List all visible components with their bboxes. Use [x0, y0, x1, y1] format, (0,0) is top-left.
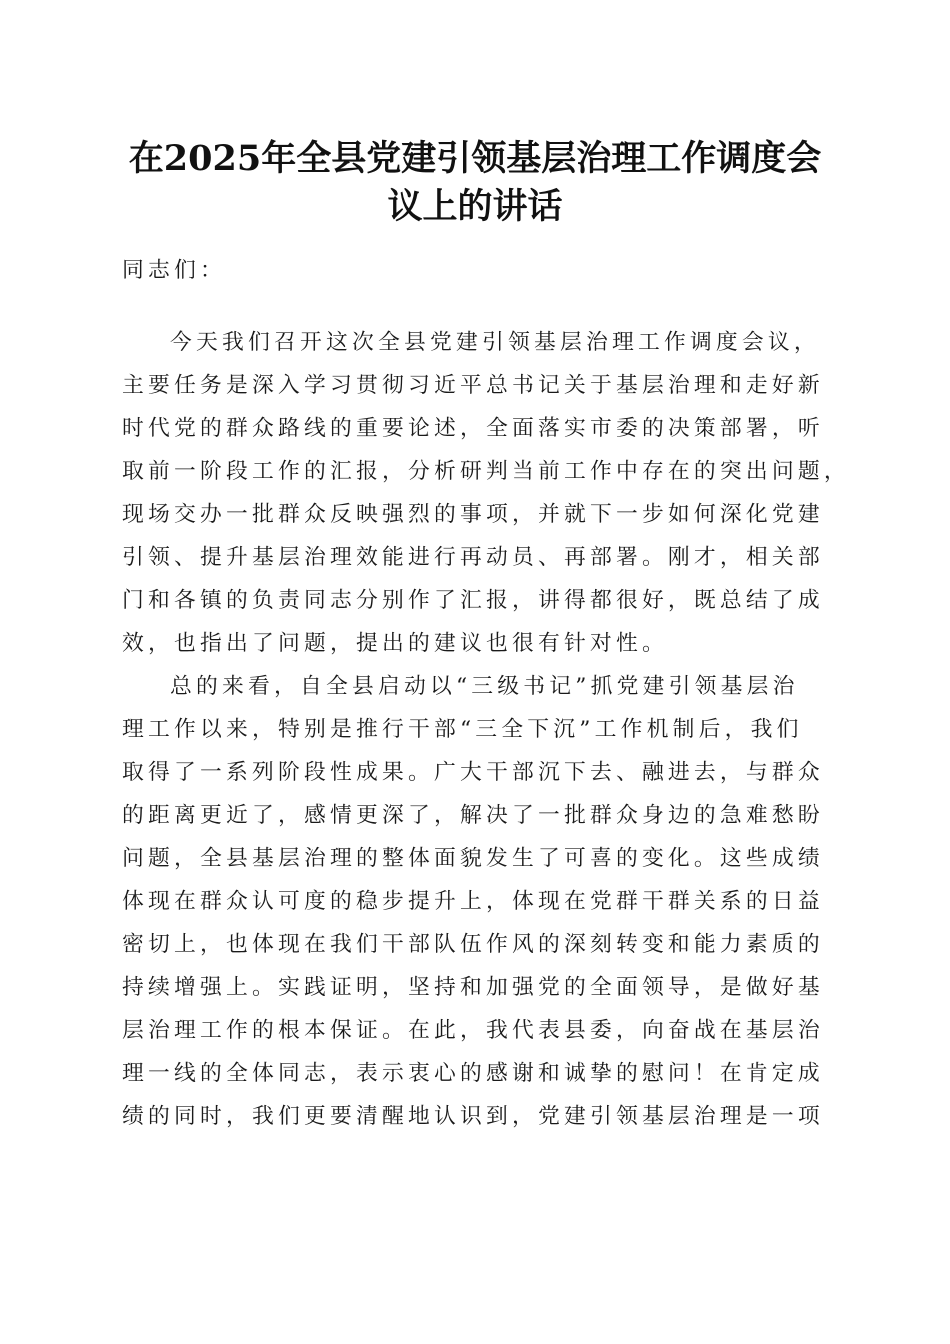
paragraph-line: 现场交办一批群众反映强烈的事项，并就下一步如何深化党建 — [122, 502, 824, 527]
paragraph-line: 绩的同时，我们更要清醒地认识到，党建引领基层治理是一项 — [122, 1104, 824, 1129]
paragraph-line: 持续增强上。实践证明，坚持和加强党的全面领导，是做好基 — [122, 975, 824, 1000]
document-title-line-2: 议上的讲话 — [387, 186, 563, 227]
paragraph-line: 总的来看，自全县启动以“三级书记”抓党建引领基层治 — [170, 674, 799, 699]
paragraph-line: 密切上，也体现在我们干部队伍作风的深刻转变和能力素质的 — [122, 932, 824, 957]
paragraph-line: 问题，全县基层治理的整体面貌发生了可喜的变化。这些成绩 — [122, 846, 824, 871]
paragraph-line: 的距离更近了，感情更深了，解决了一批群众身边的急难愁盼 — [122, 803, 824, 828]
paragraph-line: 效，也指出了问题，提出的建议也很有针对性。 — [122, 631, 668, 656]
document-title-line-1: 在2025年全县党建引领基层治理工作调度会 — [128, 138, 822, 179]
paragraph-line: 主要任务是深入学习贯彻习近平总书记关于基层治理和走好新 — [122, 373, 824, 398]
paragraph-line: 今天我们召开这次全县党建引领基层治理工作调度会议， — [170, 330, 820, 355]
paragraph-line: 层治理工作的根本保证。在此，我代表县委，向奋战在基层治 — [122, 1018, 824, 1043]
paragraph-line: 门和各镇的负责同志分别作了汇报，讲得都很好，既总结了成 — [122, 588, 824, 613]
paragraph-line: 取前一阶段工作的汇报，分析研判当前工作中存在的突出问题， — [122, 459, 850, 484]
paragraph-line: 理工作以来，特别是推行干部“三全下沉”工作机制后，我们 — [122, 717, 803, 742]
paragraph-line: 体现在群众认可度的稳步提升上，体现在党群干群关系的日益 — [122, 889, 824, 914]
paragraph-line: 取得了一系列阶段性成果。广大干部沉下去、融进去，与群众 — [122, 760, 824, 785]
paragraph-line: 理一线的全体同志，表示衷心的感谢和诚挚的慰问！在肯定成 — [122, 1061, 824, 1086]
paragraph-line: 引领、提升基层治理效能进行再动员、再部署。刚才，相关部 — [122, 545, 824, 570]
salutation: 同志们： — [122, 258, 226, 283]
paragraph-line: 时代党的群众路线的重要论述，全面落实市委的决策部署，听 — [122, 416, 824, 441]
